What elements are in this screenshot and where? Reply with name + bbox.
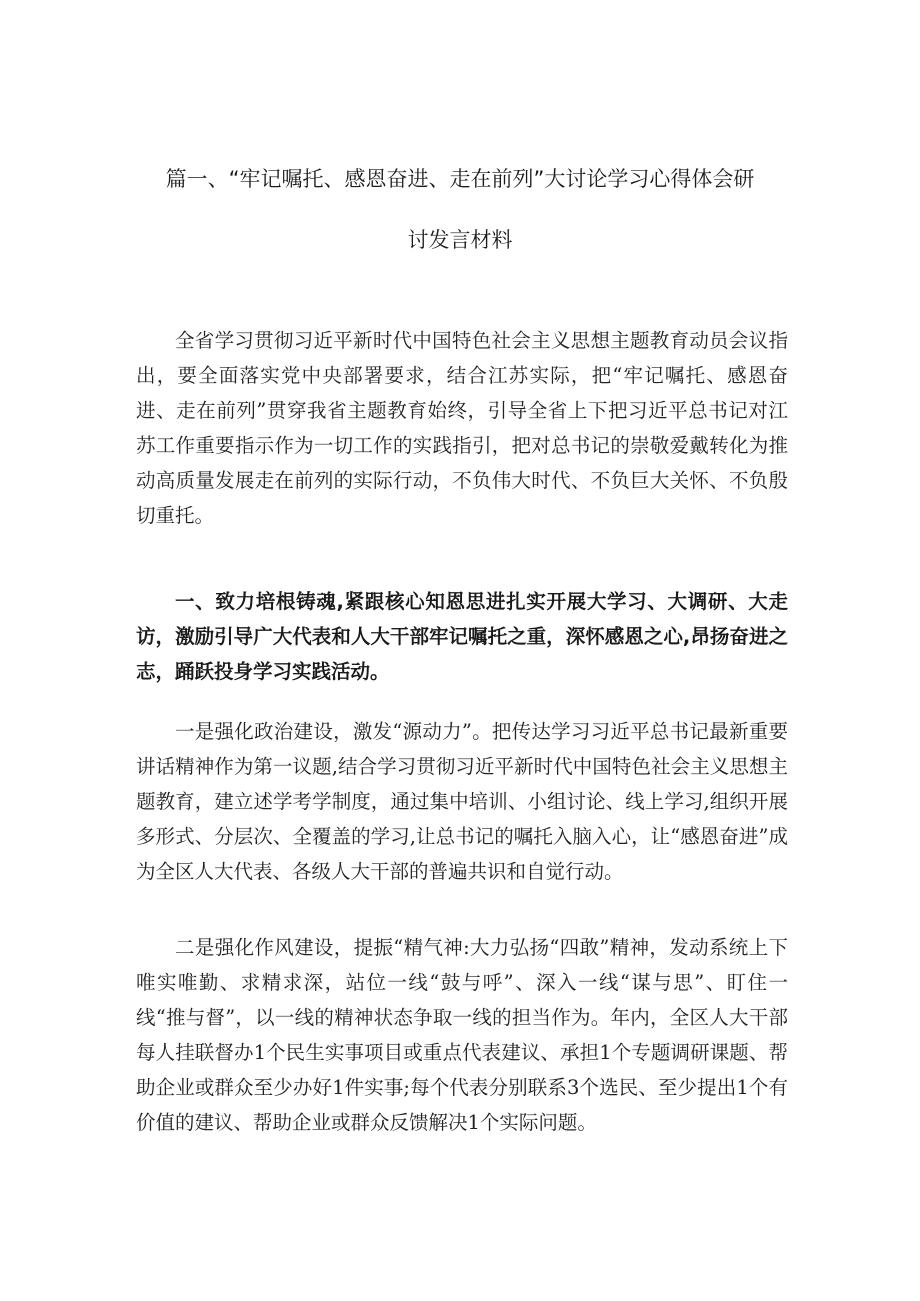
paragraph-political-building: 一是强化政治建设，激发“源动力”。把传达学习习近平总书记最新重要讲话精神作为第一议题,结合学习贯彻习近平新时代中国特色社会主义思想主题教育，建立述学考学制度，通过集中培训、小组讨论、线上学习,组织开展多形式、分层次、全覆盖的学习,让总书记的嘱托入脑入心，让“感恩奋进”成为全区人大代表、各级人大干部的普遍共识和自觉行动。: [136, 720, 788, 883]
paragraph-intro: 全省学习贯彻习近平新时代中国特色社会主义思想主题教育动员会议指出，要全面落实党中央部署要求，结合江苏实际，把“牢记嘱托、感恩奋进、走在前列”贯穿我省主题教育始终，引导全省上下把习近平总书记对江苏工作重要指示作为一切工作的实践指引，把对总书记的崇敬爱戴转化为推动高质量发展走在前列的实际行动，不负伟大时代、不负巨大关怀、不负殷切重托。: [136, 329, 788, 527]
paragraph-work-style-building: 二是强化作风建设，提振“精气神:大力弘扬“四敢”精神，发动系统上下唯实唯勤、求精求深，站位一线“鼓与呼”、深入一线“谋与思”、盯住一线“推与督”，以一线的精神状态争取一线的担当作为。年内，全区人大干部每人挂联督办1个民生实事项目或重点代表建议、承担1个专题调研课题、帮助企业或群众至少办好1件实事;每个代表分别联系3个选民、至少提出1个有价值的建议、帮助企业或群众反馈解决1个实际问题。: [136, 936, 788, 1134]
document-title-line-2: 讨发言材料: [407, 228, 513, 252]
section-heading-1: 一、致力培根铸魂,紧跟核心知恩思进扎实开展大学习、大调研、大走访，激励引导广大代表和人大干部牢记嘱托之重，深怀感恩之心,昂扬奋进之志，踊跃投身学习实践活动。: [136, 590, 788, 683]
document-title-line-1: 篇一、“牢记嘱托、感恩奋进、走在前列”大讨论学习心得体会研: [165, 167, 755, 191]
